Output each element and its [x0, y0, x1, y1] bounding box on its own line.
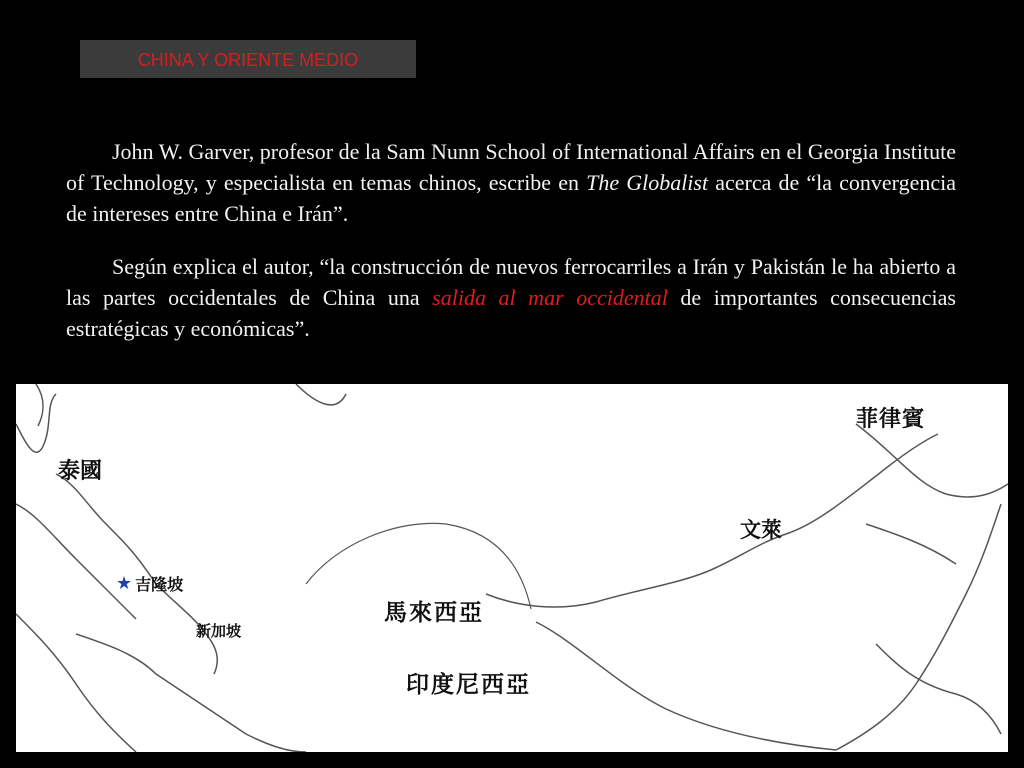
article-text — [66, 136, 956, 366]
paragraph-2-text-a: Según explica el autor, “la construcción de nuevos ferrocarriles a Irán y Pakistán le ha abierto a las partes occidentales de China una — [66, 254, 956, 310]
paragraph-2-highlight: salida al mar occidental — [432, 285, 668, 310]
label-philippines: 菲律賓 — [856, 407, 926, 432]
label-singapore: 新加坡 — [196, 622, 242, 640]
sulawesi-coastline — [876, 644, 1001, 734]
label-malaysia: 馬來西亞 — [384, 600, 484, 626]
paragraph-1 — [66, 136, 956, 229]
star-icon: ★ — [116, 573, 133, 594]
section-title: CHINA Y ORIENTE MEDIO — [137, 50, 359, 70]
label-indonesia: 印度尼西亞 — [406, 672, 531, 698]
section-title-badge — [80, 40, 416, 78]
paragraph-1-italic: The Globalist — [586, 170, 709, 195]
label-thailand: 泰國 — [58, 459, 103, 484]
paragraph-1-text-b: acerca de “la convergencia de intereses entre China e Irán”. — [66, 170, 956, 226]
paragraph-2-text-b: de importantes consecuencias estratégicas y económicas”. — [66, 285, 956, 341]
label-kuala-lumpur-text: 吉隆坡 — [135, 575, 184, 594]
paragraph-2 — [66, 251, 956, 344]
label-brunei: 文萊 — [740, 518, 782, 542]
paragraph-1-text-a: John W. Garver, profesor de la Sam Nunn School of International Affairs en el Georgia Institute of Technology, y especialista en temas chinos, escribe en — [66, 139, 956, 195]
sumatra-coastline — [16, 614, 306, 752]
mainland-coastline — [16, 394, 217, 674]
philippines-coastline — [856, 424, 1008, 564]
northern-coast — [36, 384, 346, 426]
label-kuala-lumpur — [116, 572, 183, 595]
southeast-asia-map — [16, 384, 1008, 752]
